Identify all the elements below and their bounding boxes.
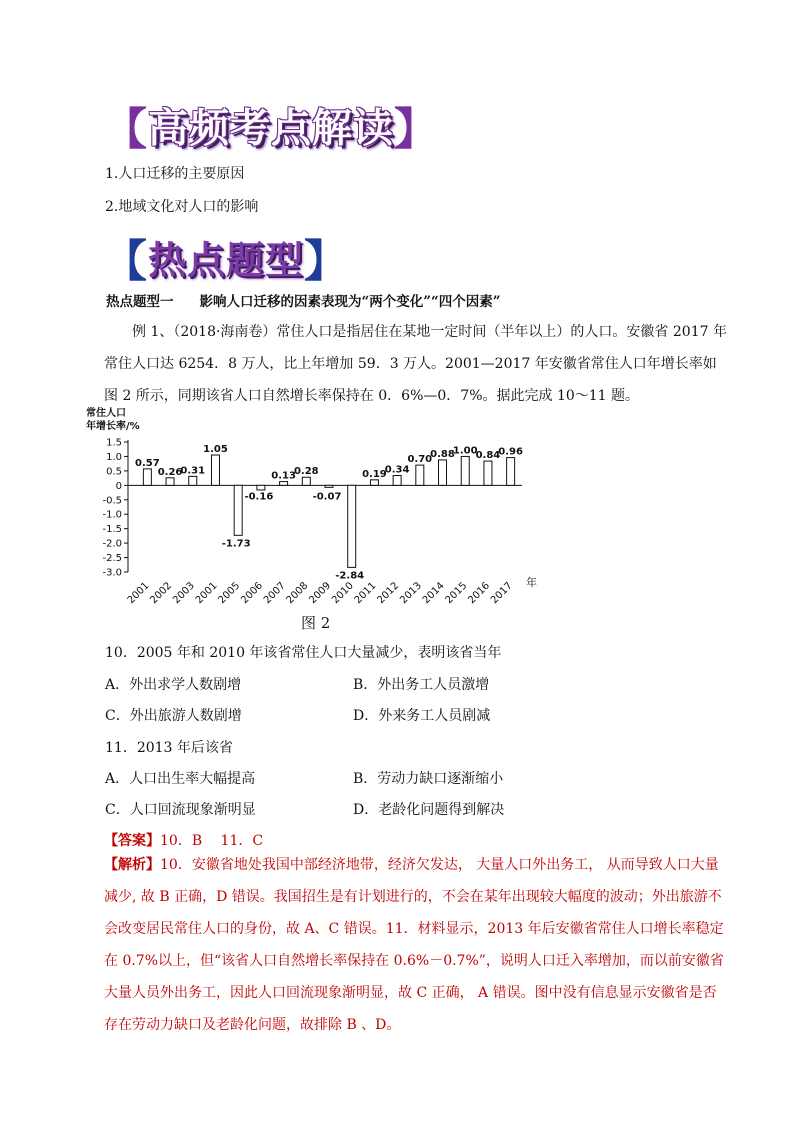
bar: [257, 485, 265, 490]
chart-svg: [84, 405, 544, 615]
q10-option-a: A．外出求学人数剧增: [105, 677, 242, 693]
bar: [211, 455, 219, 485]
bar: [484, 461, 492, 485]
y-tick-label: -2.5: [102, 553, 122, 565]
q10-option-b: B．外出务工人员激增: [353, 677, 490, 693]
x-tick-label: 2002: [148, 580, 175, 607]
bar: [234, 485, 242, 535]
x-tick-label: 2016: [466, 580, 493, 607]
bar-value-label: 0.70: [407, 454, 433, 466]
answer-text: 10．B 11．C: [160, 833, 264, 849]
bracket-left-icon: 【: [103, 236, 148, 287]
q11-stem: 11．2013 年后该省: [105, 740, 233, 756]
q11-option-a: A．人口出生率大幅提高: [105, 771, 256, 787]
x-tick-label: 2011: [352, 580, 379, 607]
bar: [370, 480, 378, 485]
section-banner-hot-topics: [103, 225, 349, 289]
answer-line: [104, 830, 263, 850]
x-tick-label: 2005: [216, 580, 243, 607]
y-tick-label: -1.0: [102, 509, 122, 521]
bar: [280, 482, 288, 486]
bar: [189, 476, 197, 485]
y-axis-title: 常住人口: [86, 408, 126, 419]
hot-type-label: 热点题型一: [106, 294, 174, 310]
bar: [439, 460, 447, 485]
hot-type-heading: [106, 290, 501, 310]
analysis-label: 【解析】: [104, 857, 160, 873]
y-tick-label: 0: [115, 480, 122, 492]
bracket-right-icon: 】: [304, 236, 350, 287]
x-tick-label: 2014: [420, 580, 447, 607]
hot-type-title: 影响人口迁移的因素表现为“两个变化”“四个因素”: [199, 294, 501, 310]
y-tick-label: 1.0: [106, 451, 122, 463]
growth-rate-chart: [84, 405, 544, 615]
bar: [348, 485, 356, 567]
bar-value-label: -1.73: [221, 538, 251, 550]
bar-value-label: 0.57: [135, 457, 160, 469]
q10-stem: 10．2005 年和 2010 年该省常住人口大量减少，表明该省当年: [105, 645, 502, 661]
analysis-block: [104, 849, 730, 1041]
bar-value-label: 0.13: [271, 470, 296, 482]
y-axis-title: 年增长率/%: [86, 421, 140, 432]
y-tick-label: 1.5: [106, 437, 122, 449]
q11-option-c: C．人口回流现象渐明显: [105, 802, 256, 818]
bar-value-label: -0.16: [244, 491, 274, 503]
q11-option-b: B．劳动力缺口逐渐缩小: [353, 771, 504, 787]
bar-value-label: 0.88: [430, 448, 455, 460]
bar-value-label: 1.00: [452, 445, 478, 457]
x-tick-label: 2001: [193, 580, 220, 607]
x-tick-label: 2009: [307, 580, 334, 607]
x-tick-label: 2017: [488, 580, 515, 607]
bracket-left-icon: 【: [103, 104, 148, 155]
answer-label: 【答案】: [104, 833, 160, 849]
q10-option-d: D．外来务工人员剧减: [353, 708, 491, 724]
q10-option-c: C．外出旅游人数剧增: [105, 708, 242, 724]
bracket-right-icon: 】: [394, 104, 439, 155]
x-tick-label: 2001: [125, 580, 152, 607]
analysis-text: 10．安徽省地处我国中部经济地带，经济欠发达， 大量人口外出务工， 从而导致人口大量减少, 故 B 正确，D 错误。我国招生是有计划进行的，不会在某年出现较大幅度的波动；外出旅游不会改变居民常住人口的身份，故 A、C 错误。11．材料显示，2013 年后安徽省常住人口增长率稳定在 0.7%以上，但“该省人口自然增长率保持在 0.6%－0.7%”，说明人口迁入率增加，而以前安徽省大量人员外出务工，因此人口回流现象渐明显，故 C 正确， A 错误。图中没有信息显示安徽省是否存在劳动力缺口及老龄化问题，故排除 B 、D。: [104, 857, 724, 1033]
bar: [325, 485, 333, 487]
y-tick-label: -3.0: [102, 567, 122, 579]
y-tick-label: -1.5: [102, 524, 122, 536]
example-text: 例 1、（2018·海南卷）常住人口是指居住在某地一定时间（半年以上）的人口。安徽省 2017 年常住人口达 6254．8 万人，比上年增加 59．3 万人。2001—2017 年安徽省常住人口年增长率如图 2 所示，同期该省人口自然增长率保持在 0．6%—0．7%。据此完成 10～11 题。: [104, 324, 727, 404]
x-tick-label: 2015: [443, 580, 470, 607]
topic-item-2: 2.地域文化对人口的影响: [105, 199, 259, 215]
bar: [393, 476, 401, 486]
x-tick-label: 2013: [398, 580, 424, 607]
bar: [507, 458, 515, 486]
bar-value-label: 0.34: [384, 464, 410, 476]
x-tick-label: 2003: [171, 580, 197, 607]
q11-option-d: D．老龄化问题得到解决: [353, 802, 505, 818]
y-tick-label: -2.0: [102, 538, 122, 550]
bar: [461, 456, 469, 485]
bar-value-label: 0.84: [475, 450, 501, 462]
bar-value-label: 0.96: [498, 446, 523, 458]
figure-caption: 图 2: [301, 614, 331, 632]
bar: [416, 465, 424, 485]
x-tick-label: 2006: [239, 580, 266, 607]
x-axis-unit: 年: [526, 576, 537, 589]
bar-value-label: 0.28: [293, 466, 319, 478]
y-tick-label: -0.5: [102, 495, 122, 507]
bar-value-label: 0.26: [157, 466, 183, 478]
bar: [166, 478, 174, 486]
x-tick-label: 2008: [284, 580, 311, 607]
y-tick-label: 0.5: [106, 466, 122, 478]
topic-item-1: 1.人口迁移的主要原因: [105, 166, 245, 182]
bar: [302, 477, 310, 485]
bar-value-label: 0.31: [180, 465, 206, 477]
bar: [143, 469, 151, 485]
section-title: 热点题型: [148, 238, 305, 283]
bar-value-label: 0.19: [362, 468, 387, 480]
section-title: 高频考点解读: [148, 105, 394, 152]
bar-value-label: -0.07: [312, 491, 342, 503]
bar-value-label: -2.84: [335, 570, 365, 582]
x-tick-label: 2007: [261, 580, 288, 607]
bar-value-label: 1.05: [203, 444, 228, 455]
x-tick-label: 2012: [375, 580, 402, 607]
x-tick-label: 2010: [330, 580, 356, 607]
section-banner-high-frequency: [103, 93, 439, 157]
